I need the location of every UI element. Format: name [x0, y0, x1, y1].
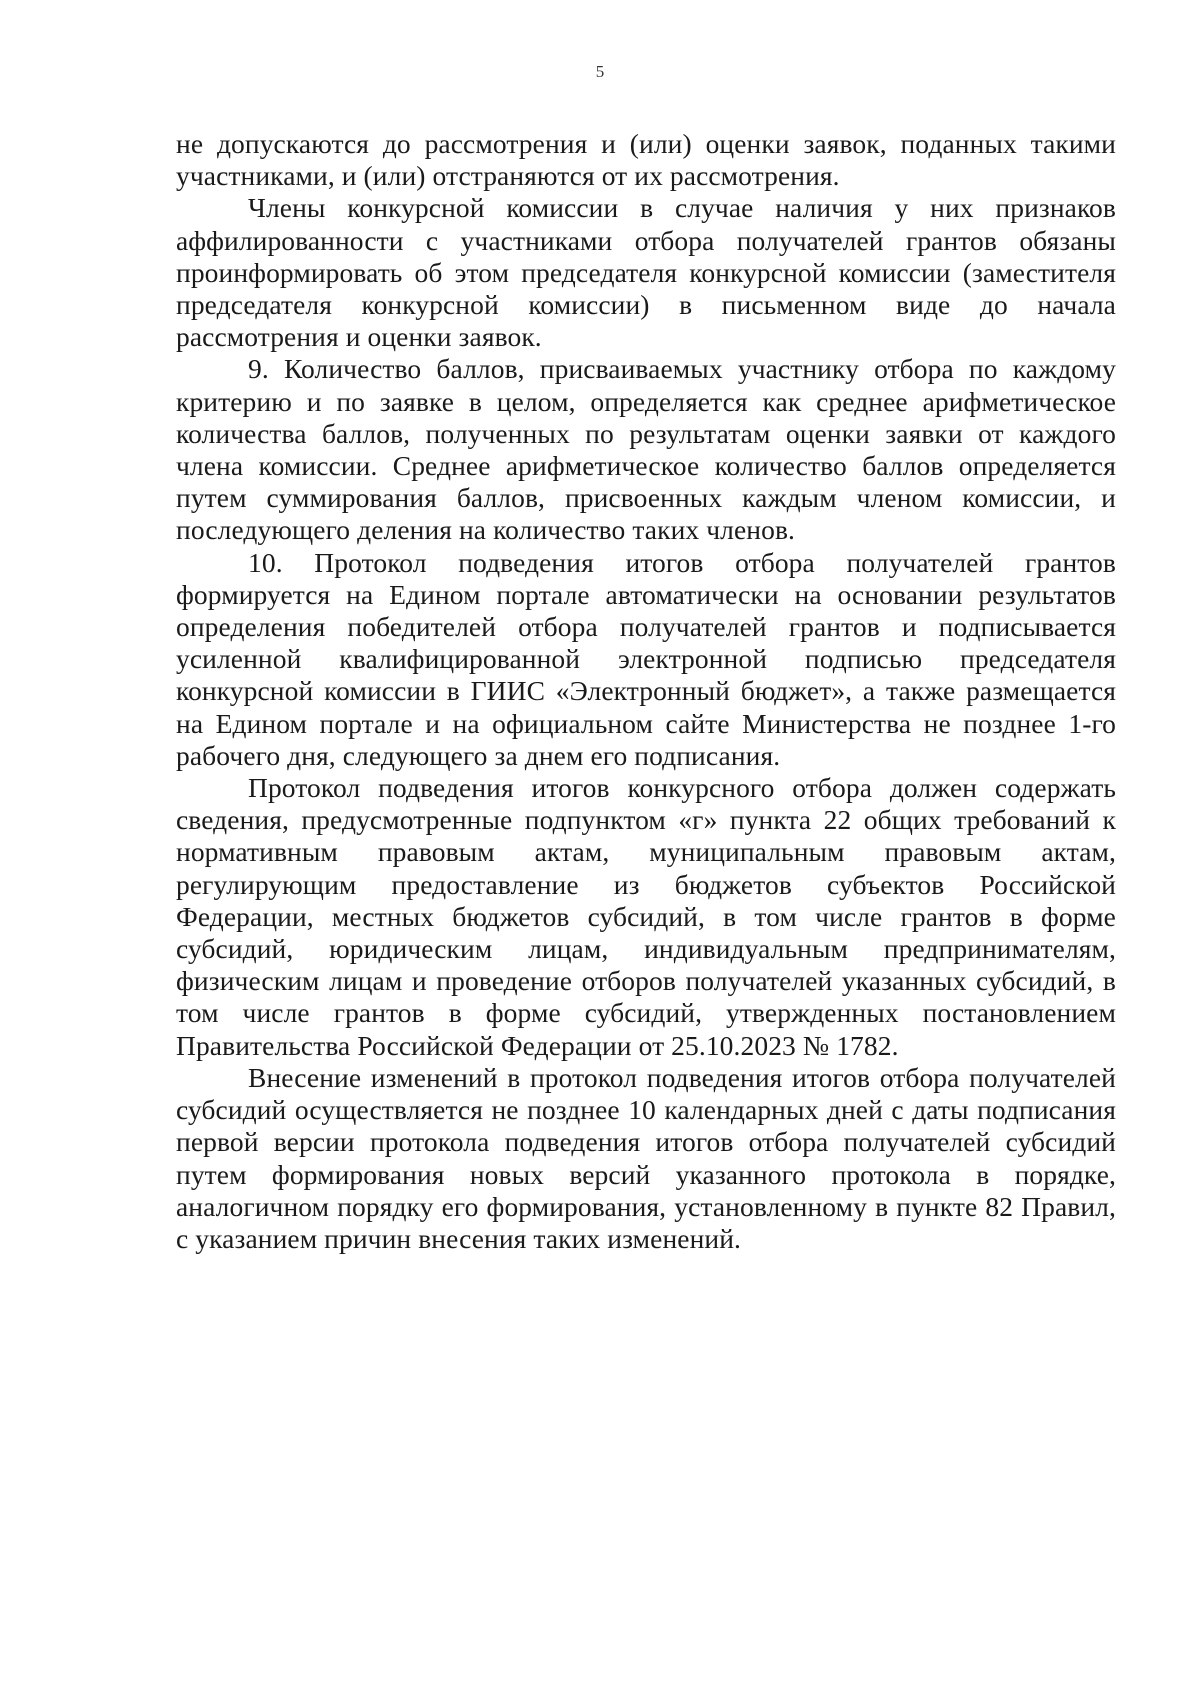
document-body [176, 128, 1116, 1255]
paragraph-protocol-changes: Внесение изменений в протокол подведения итогов отбора получателей субсидий осуществляется не позднее 10 календарных дней с даты подписания первой версии протокола подведения итогов отбора получателей субсидий путем формирования новых версий указанного протокола в порядке, аналогичном порядку его формирования, установленному в пункте 82 Правил, с указанием причин внесения таких изменений. [176, 1061, 1116, 1254]
paragraph-commission-members: Члены конкурсной комиссии в случае наличия у них признаков аффилированности с участниками отбора получателей грантов обязаны проинформировать об этом председателя конкурсной комиссии (заместителя председателя конкурсной комиссии) в письменном виде до начала рассмотрения и оценки заявок. [176, 192, 1116, 353]
paragraph-item-10: 10. Протокол подведения итогов отбора получателей грантов формируется на Едином портале автоматически на основании результатов определения победителей отбора получателей грантов и подписывается усиленной квалифицированной электронной подписью председателя конкурсной комиссии в ГИИС «Электронный бюджет», а также размещается на Едином портале и на официальном сайте Министерства не позднее 1-го рабочего дня, следующего за днем его подписания. [176, 546, 1116, 771]
paragraph-item-9: 9. Количество баллов, присваиваемых участнику отбора по каждому критерию и по заявке в целом, определяется как среднее арифметическое количества баллов, полученных по результатам оценки заявки от каждого члена комиссии. Среднее арифметическое количество баллов определяется путем суммирования баллов, присвоенных каждым членом комиссии, и последующего деления на количество таких членов. [176, 353, 1116, 546]
paragraph-continuation: не допускаются до рассмотрения и (или) оценки заявок, поданных такими участниками, и (или) отстраняются от их рассмотрения. [176, 128, 1116, 192]
paragraph-protocol-contents: Протокол подведения итогов конкурсного отбора должен содержать сведения, предусмотренные подпунктом «г» пункта 22 общих требований к нормативным правовым актам, муниципальным правовым актам, регулирующим предоставление из бюджетов субъектов Российской Федерации, местных бюджетов субсидий, в том числе грантов в форме субсидий, юридическим лицам, индивидуальным предпринимателям, физическим лицам и проведение отборов получателей указанных субсидий, в том числе грантов в форме субсидий, утвержденных постановлением Правительства Российской Федерации от 25.10.2023 № 1782. [176, 772, 1116, 1061]
page-number: 5 [595, 62, 605, 81]
